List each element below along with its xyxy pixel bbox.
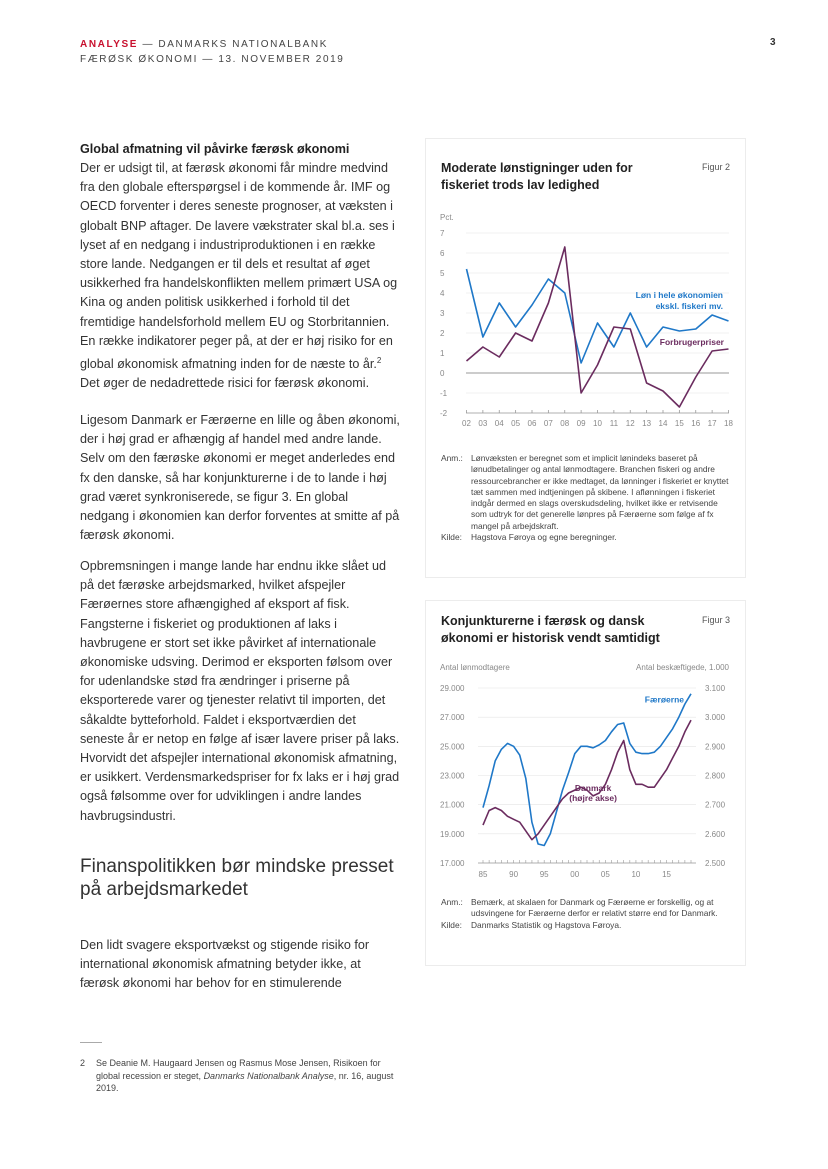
figure-3-note-kilde [441,920,733,931]
x-tick-label: 15 [662,870,671,879]
x-tick-label: 17 [707,419,717,428]
y-tick-label: 3 [440,309,445,318]
org-label: — DANMARKS NATIONALBANK [138,39,328,50]
left-tick-label: 17.000 [440,859,465,868]
right-tick-label: 2.800 [705,771,726,781]
right-tick-label: 2.500 [705,859,726,868]
paragraph-1-end: Det øger de nedadrettede risici for færøsk økonomi. [80,376,370,391]
figure-3-notes [441,897,733,931]
running-header [80,37,344,67]
page-number: 3 [770,37,776,48]
left-tick-label: 25.000 [440,742,465,752]
x-tick-label: 18 [724,419,733,428]
section-subheading: Global afmatning vil påvirke færøsk økonomi [80,142,350,156]
paragraph-2: Ligesom Danmark er Færøerne en lille og åben økonomi, der i høj grad er afhængig af handel med andre lande. Selv om den færøske økonomi er meget anderledes end fx den danske, så har konjunkturerne i de to lande i høj grad været synkroniserede, se figur 3. En global nedgang i økonomien kan derfor forventes at smitte af på færøsk økonomi. [80,413,400,543]
figure-2-notes [441,453,733,543]
right-tick-label: 2.700 [705,800,726,810]
x-tick-label: 95 [539,870,549,879]
x-tick-label: 05 [600,870,610,879]
figure-2-note-kilde [441,532,733,543]
section-title-block [80,855,400,901]
figure-2-title: Moderate lønstigninger uden for fiskeriet trods lav ledighed [441,161,633,192]
x-tick-label: 05 [511,419,521,428]
series-line-denmark [483,720,691,840]
footnote-ref[interactable]: 2 [376,356,382,366]
note-value: Lønvæksten er beregnet som et implicit lønindeks baseret på lønudbetalinger og antal lønmodtagere. Branchen fiskeri og andre ressourcebrancher er ikke medtaget, da lønninger i fiskeriet er knyttet tæt sammen med indtjeningen på skibene. I aflønningen i fiskeriet indgår dermed en slags overskudsdeling, hvilket ikke er retvisende som udtryk for det generelle lønpres på Færøerne som følge af fx mangel på arbejdskraft. [471,453,729,531]
figure-3-title: Konjunkturerne i færøsk og dansk økonomi er historisk vendt samtidigt [441,614,660,645]
left-tick-label: 23.000 [440,771,465,781]
footnote-rule [80,1042,102,1043]
y-tick-label: 0 [440,369,445,378]
series-label-wages-line-1: Løn i hele økonomien [635,290,723,300]
running-header-line-1 [80,37,344,52]
right-tick-label: 2.600 [705,829,726,839]
x-tick-label: 08 [560,419,570,428]
x-tick-label: 16 [691,419,701,428]
figure-2-chart [426,209,743,449]
running-header-line-2: FÆRØSK ØKONOMI — 13. NOVEMBER 2019 [80,54,345,65]
figure-3-chart [426,659,743,884]
x-tick-label: 03 [478,419,488,428]
x-tick-label: 11 [609,419,619,428]
x-tick-label: 06 [527,419,537,428]
note-key: Kilde: [441,532,462,543]
y-tick-label: 7 [440,229,445,238]
series-line-consumer-prices [467,247,729,407]
y-tick-label: -1 [440,389,448,398]
figure-2-label: Figur 2 [701,162,730,172]
footnote-number: 2 [80,1058,86,1068]
x-tick-label: 90 [509,870,519,879]
article-column-p4 [80,936,400,994]
note-value: Bemærk, at skalaen for Danmark og Færøerne er forskellig, og at udsvingene for Færøerne derfor er relativt større end for Danmark. [471,897,718,919]
note-key: Kilde: [441,919,462,930]
figure-2-box [425,138,746,578]
left-tick-label: 21.000 [440,800,465,810]
brand-label: ANALYSE [80,39,139,50]
x-tick-label: 12 [625,419,635,428]
figure-3-box [425,600,746,966]
article-column-p3 [80,557,400,826]
series-label-denmark-line-1: Danmark [574,782,612,793]
y-tick-label: 5 [440,269,445,278]
x-tick-label: 10 [593,419,602,428]
y-tick-label: 4 [440,289,445,298]
x-tick-label: 15 [674,419,684,428]
x-tick-label: 10 [631,870,641,879]
figure-3-label: Figur 3 [701,615,730,625]
left-axis-label: Antal lønmodtagere [440,663,510,672]
paragraph-1 [80,159,400,394]
left-tick-label: 29.000 [440,684,465,693]
footnote [80,1057,400,1095]
x-tick-label: 13 [642,419,652,428]
y-tick-label: 6 [440,249,445,258]
series-label-wages-line-2: ekskl. fiskeri mv. [655,301,723,311]
footnote-text-em: Danmarks Nationalbank Analyse [203,1070,334,1081]
note-value: Danmarks Statistik og Hagstova Føroya. [471,919,622,930]
series-line-wages [467,269,729,363]
y-tick-label: -2 [440,409,448,418]
figure-2-note-anm [441,453,733,532]
x-tick-label: 00 [570,870,580,879]
note-value: Hagstova Føroya og egne beregninger. [471,532,617,543]
series-label-consumer-prices: Forbrugerpriser [659,337,724,347]
paragraph-4: Den lidt svagere eksportvækst og stigende risiko for international økonomisk afmatning betyder ikke, at færøsk økonomi har behov for en stimulerende [80,938,370,991]
note-key: Anm.: [441,897,463,907]
y-tick-label: 1 [440,349,445,358]
footnote-text-b: , nr. 16, august 2019. [96,1070,394,1093]
left-tick-label: 27.000 [440,713,465,723]
x-tick-label: 09 [576,419,586,428]
right-tick-label: 2.900 [705,742,726,752]
series-label-denmark-line-2: (højre akse) [569,792,617,803]
footnote-text-a: Se Deanie M. Haugaard Jensen og Rasmus Mose Jensen, Risikoen for global recession er steget, [96,1058,381,1081]
note-key: Anm.: [441,453,463,463]
series-label-faroe-islands: Færøerne [644,694,684,705]
right-axis-label: Antal beskæftigede, 1.000 [636,663,729,672]
article-column-top [80,140,400,394]
left-tick-label: 19.000 [440,829,465,839]
article-column-p2 [80,411,400,545]
paragraph-3: Opbremsningen i mange lande har endnu ikke slået ud på det færøske arbejdsmarked, hvilket afspejler Færøernes store afhængighed af eksport af fisk. Fangsterne i fiskeriet og produktionen af laks i havbrugene er stort set ikke påvirket af internationale økonomiske udsving. Derimod er eksporten følsom over for udenlandske stød fra ændringer i priserne på eksporterede varer og tjenester relativt til importen, det såkaldte bytteforhold. Faldet i eksportværdien det seneste år er netop en følge af især lavere priser på laks. Hvorvidt det afspejler international økonomisk afmatning, er usikkert. Verdensmarkedspriser for fx laks er i høj grad også følsomme over for udviklingen i andre landes havbrugsindustri. [80,559,400,823]
x-tick-label: 02 [462,419,471,428]
y-axis-label: Pct. [440,213,454,222]
figure-3-note-anm [441,897,733,920]
right-tick-label: 3.100 [705,684,726,693]
x-tick-label: 04 [494,419,504,428]
x-tick-label: 14 [658,419,668,428]
x-tick-label: 07 [543,419,553,428]
paragraph-1-text: Der er udsigt til, at færøsk økonomi får mindre medvind fra den globale efterspørgsel i de kommende år. IMF og OECD forventer i deres seneste prognoser, at væksten i globalt BNP aftager. De lavere vækstrater skal bl.a. ses i lyset af en nedgang i industriproduktionen i en række store lande. Nedgangen er til dels et resultat af øget usikkerhed fra handelskonflikten mellem primært USA og Kina og anden politisk usikkerhed i forhold til det fremtidige handelsforhold mellem EU og Storbritannien. En række indikatorer peger på, at der er høj risiko for en global økonomisk afmatning inden for de næste to år. [80,161,398,372]
right-tick-label: 3.000 [705,713,726,723]
section-title: Finanspolitikken bør mindske presset på arbejdsmarkedet [80,856,394,900]
x-tick-label: 85 [478,870,488,879]
y-tick-label: 2 [440,329,445,338]
series-line-faroe-islands [483,694,691,846]
footnote-text [96,1057,396,1095]
